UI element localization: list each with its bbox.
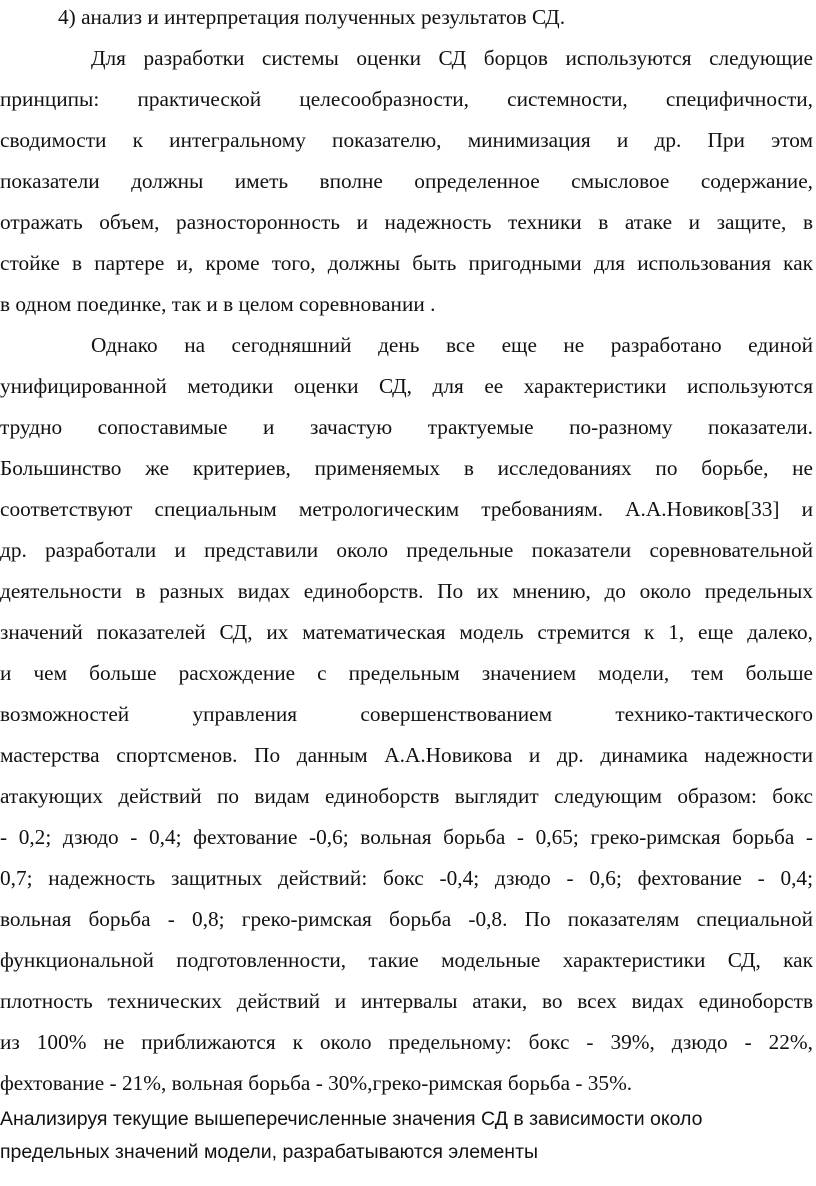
paragraph-line: соответствуют специальным метрологическим требованиям. А.А.Новиков[33] и xyxy=(0,497,813,521)
section-item-4: 4) анализ и интерпретация полученных результатов СД. xyxy=(58,5,566,29)
paragraph-line: функциональной подготовленности, такие модельные характеристики СД, как xyxy=(0,948,813,972)
paragraph-line: Большинство же критериев, применяемых в исследованиях по борьбе, не xyxy=(0,456,813,480)
paragraph-line: показатели должны иметь вполне определенное смысловое содержание, xyxy=(0,169,813,193)
paragraph-line: вольная борьба - 0,8; греко-римская борьба -0,8. По показателям специальной xyxy=(0,907,813,931)
paragraph-line: в одном поединке, так и в целом соревновании . xyxy=(0,292,436,316)
paragraph-line: сводимости к интегральному показателю, минимизация и др. При этом xyxy=(0,128,813,152)
paragraph-line: отражать объем, разносторонность и надежность техники в атаке и защите, в xyxy=(0,210,813,234)
paragraph-line: из 100% не приближаются к около предельному: бокс - 39%, дзюдо - 22%, xyxy=(0,1030,813,1054)
paragraph-line: значений показателей СД, их математическая модель стремится к 1, еще далеко, xyxy=(0,620,813,644)
paragraph-line: принципы: практической целесообразности, системности, специфичности, xyxy=(0,87,813,111)
paragraph-line: унифицированной методики оценки СД, для ее характеристики используются xyxy=(0,374,813,398)
paragraph-line: и чем больше расхождение с предельным значением модели, тем больше xyxy=(0,661,813,685)
paragraph-line: Для разработки системы оценки СД борцов используются следующие xyxy=(91,46,813,70)
paragraph-line: стойке в партере и, кроме того, должны быть пригодными для использования как xyxy=(0,251,813,275)
paragraph-line: плотность технических действий и интервалы атаки, во всех видах единоборств xyxy=(0,989,813,1013)
paragraph-line: трудно сопоставимые и зачастую трактуемые по-разному показатели. xyxy=(0,415,813,439)
paragraph-line: предельных значений модели, разрабатываются элементы xyxy=(0,1141,539,1163)
paragraph-line: Анализируя текущие вышеперечисленные значения СД в зависимости около xyxy=(0,1108,703,1130)
paragraph-line: атакующих действий по видам единоборств выглядит следующим образом: бокс xyxy=(0,784,813,808)
paragraph-line: Однако на сегодняшний день все еще не разработано единой xyxy=(91,333,813,357)
paragraph-line: возможностей управления совершенствованием технико-тактического xyxy=(0,702,813,726)
paragraph-line: деятельности в разных видах единоборств. По их мнению, до около предельных xyxy=(0,579,813,603)
paragraph-line: др. разработали и представили около предельные показатели соревновательной xyxy=(0,538,813,562)
paragraph-line: фехтование - 21%, вольная борьба - 30%,греко-римская борьба - 35%. xyxy=(0,1071,633,1095)
paragraph-line: мастерства спортсменов. По данным А.А.Новикова и др. динамика надежности xyxy=(0,743,813,767)
paragraph-line: - 0,2; дзюдо - 0,4; фехтование -0,6; вольная борьба - 0,65; греко-римская борьба - xyxy=(0,825,813,849)
paragraph-line: 0,7; надежность защитных действий: бокс -0,4; дзюдо - 0,6; фехтование - 0,4; xyxy=(0,866,813,890)
